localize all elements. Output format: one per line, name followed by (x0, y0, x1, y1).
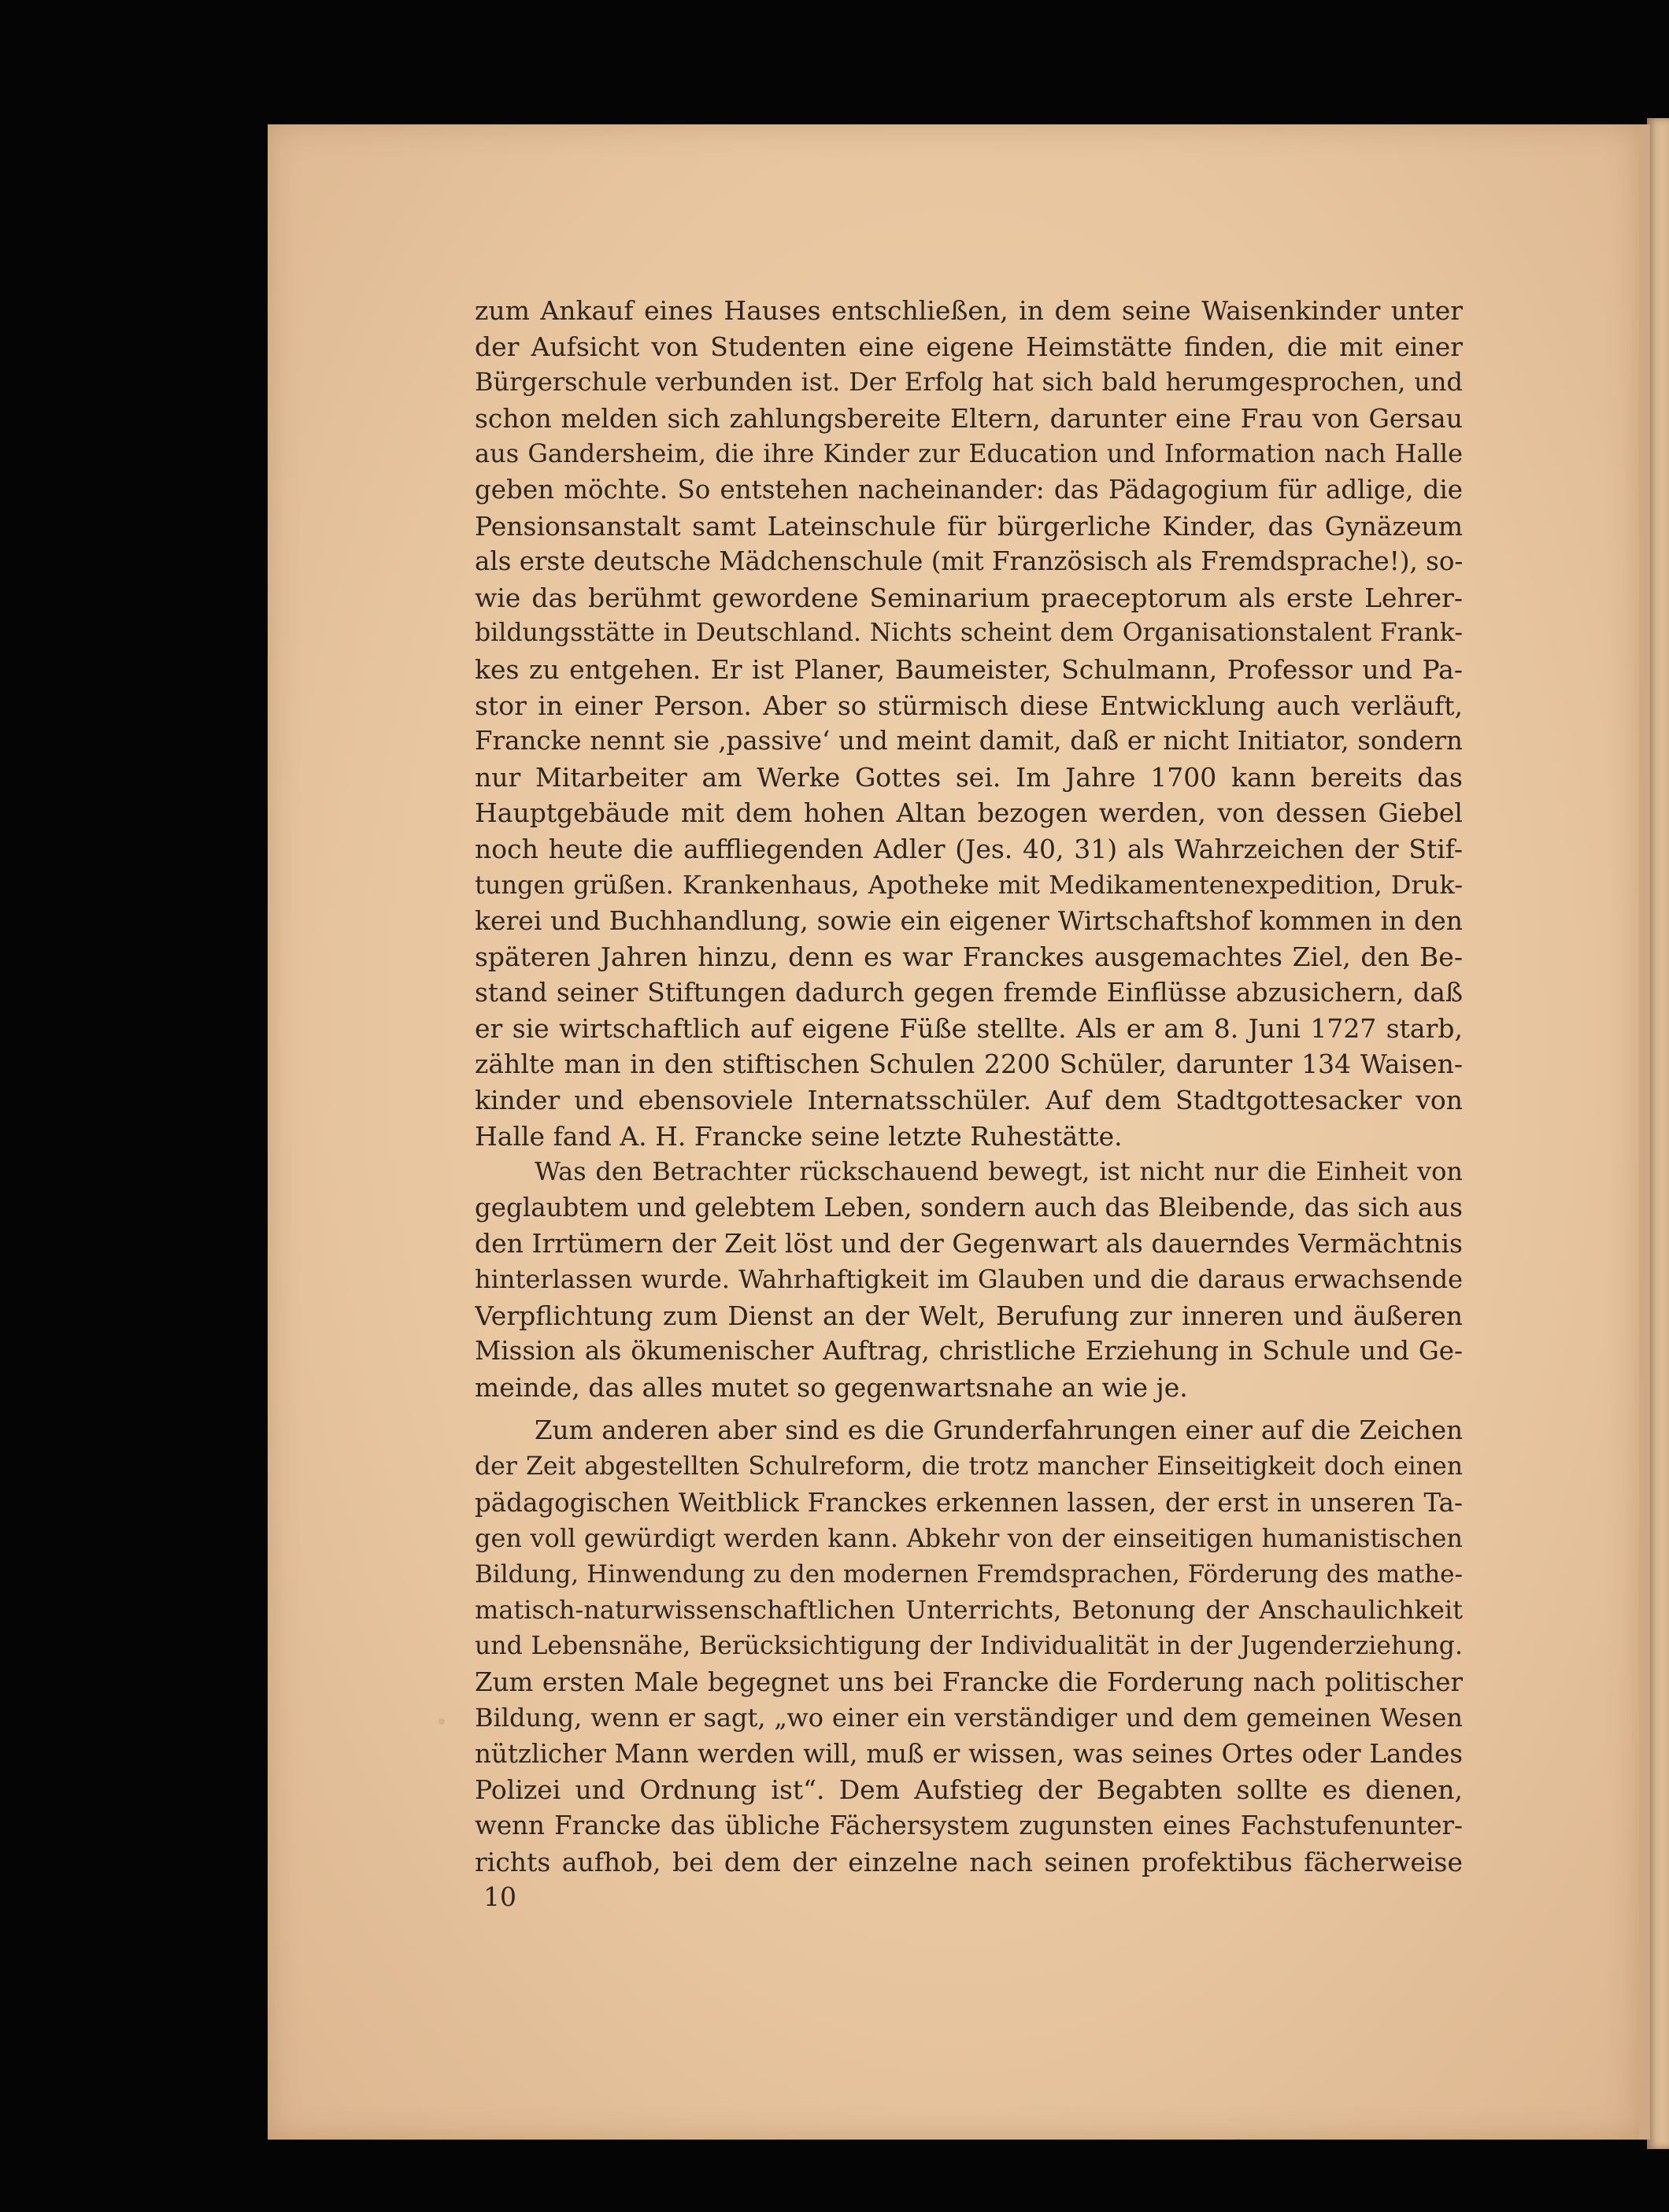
text-line: der Zeit abgestellten Schulreform, die trotz mancher Einseitigkeit doch einen (475, 1452, 1463, 1481)
page-gutter-shadow (1639, 124, 1650, 2140)
text-line: meinde, das alles mutet so gegenwartsnahe an wie je. (475, 1371, 1188, 1403)
text-line: stor in einer Person. Aber so stürmisch diese Entwicklung auch verläuft, (475, 690, 1463, 721)
text-line: Bildung, Hinwendung zu den modernen Fremdsprachen, Förderung des mathe- (475, 1559, 1463, 1589)
text-line: Pensionsanstalt samt Lateinschule für bürgerliche Kinder, das Gynäzeum (475, 510, 1463, 542)
text-line: kinder und ebensoviele Internatsschüler. Auf dem Stadtgottesacker von (475, 1085, 1463, 1116)
text-line: bildungsstätte in Deutschland. Nichts scheint dem Organisationstalent Frank- (475, 619, 1463, 648)
text-line: geben möchte. So entstehen nacheinander: das Pädagogium für adlige, die (475, 474, 1463, 505)
text-line: Bildung, wenn er sagt, „wo einer ein verständiger und dem gemeinen Wesen (475, 1703, 1463, 1733)
text-line: nützlicher Mann werden will, muß er wissen, was seines Ortes oder Landes (475, 1738, 1463, 1769)
text-line: späteren Jahren hinzu, denn es war Franckes ausgemachtes Ziel, den Be- (475, 941, 1463, 972)
text-line: Verpflichtung zum Dienst an der Welt, Berufung zur inneren und äußeren (475, 1300, 1463, 1331)
text-line: den Irrtümern der Zeit löst und der Gegenwart als dauerndes Vermächtnis (475, 1228, 1463, 1260)
text-line: matisch-naturwissenschaftlichen Unterrichts, Betonung der Anschaulichkeit (475, 1595, 1463, 1626)
text-line: noch heute die auffliegenden Adler (Jes. 40, 31) als Wahrzeichen der Stif- (475, 833, 1463, 864)
adjacent-page-edge (1647, 118, 1669, 2149)
text-line: richts aufhob, bei dem der einzelne nach seinen profektibus fächerweise (475, 1846, 1463, 1877)
text-line: und Lebensnähe, Berücksichtigung der Individualität in der Jugenderziehung. (475, 1631, 1463, 1660)
text-line: Zum anderen aber sind es die Grunderfahrungen einer auf die Zeichen (535, 1415, 1463, 1446)
text-line: kes zu entgehen. Er ist Planer, Baumeister, Schulmann, Professor und Pa- (475, 653, 1463, 685)
text-line: zählte man in den stiftischen Schulen 2200 Schüler, darunter 134 Waisen- (475, 1049, 1463, 1080)
text-line: Was den Betrachter rückschauend bewegt, ist nicht nur die Einheit von (535, 1156, 1463, 1187)
text-line: Hauptgebäude mit dem hohen Altan bezogen werden, von dessen Giebel (475, 797, 1463, 829)
text-line: als erste deutsche Mädchenschule (mit Französisch als Fremdsprache!), so- (475, 546, 1463, 577)
text-line: wie das berühmt gewordene Seminarium praeceptorum als erste Lehrer- (475, 582, 1463, 613)
text-line: gen voll gewürdigt werden kann. Abkehr von der einseitigen humanistischen (475, 1523, 1463, 1554)
text-line: geglaubtem und gelebtem Leben, sondern auch das Bleibende, das sich aus (475, 1192, 1463, 1223)
text-line: tungen grüßen. Krankenhaus, Apotheke mit Medikamentenexpedition, Druk- (475, 869, 1463, 900)
body-text (475, 293, 1463, 1880)
text-line: nur Mitarbeiter am Werke Gottes sei. Im Jahre 1700 kann bereits das (475, 761, 1463, 793)
text-line: Francke nennt sie ‚passive‘ und meint damit, daß er nicht Initiator, sondern (475, 726, 1463, 756)
text-line: hinterlassen wurde. Wahrhaftigkeit im Glauben und die daraus erwachsende (475, 1264, 1463, 1295)
text-line: Bürgerschule verbunden ist. Der Erfolg hat sich bald herumgesprochen, und (475, 367, 1463, 398)
text-line: kerei und Buchhandlung, sowie ein eigener Wirtschaftshof kommen in den (475, 905, 1463, 937)
paper-speck (439, 1718, 445, 1725)
text-line: er sie wirtschaftlich auf eigene Füße stellte. Als er am 8. Juni 1727 starb, (475, 1012, 1463, 1044)
text-line: der Aufsicht von Studenten eine eigene Heimstätte finden, die mit einer (475, 331, 1463, 362)
text-line: stand seiner Stiftungen dadurch gegen fremde Einflüsse abzusichern, daß (475, 977, 1463, 1008)
text-line: aus Gandersheim, die ihre Kinder zur Education und Information nach Halle (475, 438, 1463, 469)
text-line: wenn Francke das übliche Fächersystem zugunsten eines Fachstufenunter- (475, 1810, 1463, 1840)
page-number: 10 (483, 1881, 516, 1912)
text-line: Polizei und Ordnung ist“. Dem Aufstieg der Begabten sollte es dienen, (475, 1774, 1463, 1806)
text-line: Mission als ökumenischer Auftrag, christliche Erziehung in Schule und Ge- (475, 1336, 1463, 1367)
text-line: Zum ersten Male begegnet uns bei Francke die Forderung nach politischer (475, 1666, 1463, 1697)
text-line: Halle fand A. H. Francke seine letzte Ruhestätte. (475, 1120, 1123, 1152)
text-line: zum Ankauf eines Hauses entschließen, in dem seine Waisenkinder unter (475, 295, 1463, 326)
text-line: schon melden sich zahlungsbereite Eltern, darunter eine Frau von Gersau (475, 402, 1463, 434)
text-line: pädagogischen Weitblick Franckes erkennen lassen, der erst in unseren Ta- (475, 1487, 1463, 1518)
